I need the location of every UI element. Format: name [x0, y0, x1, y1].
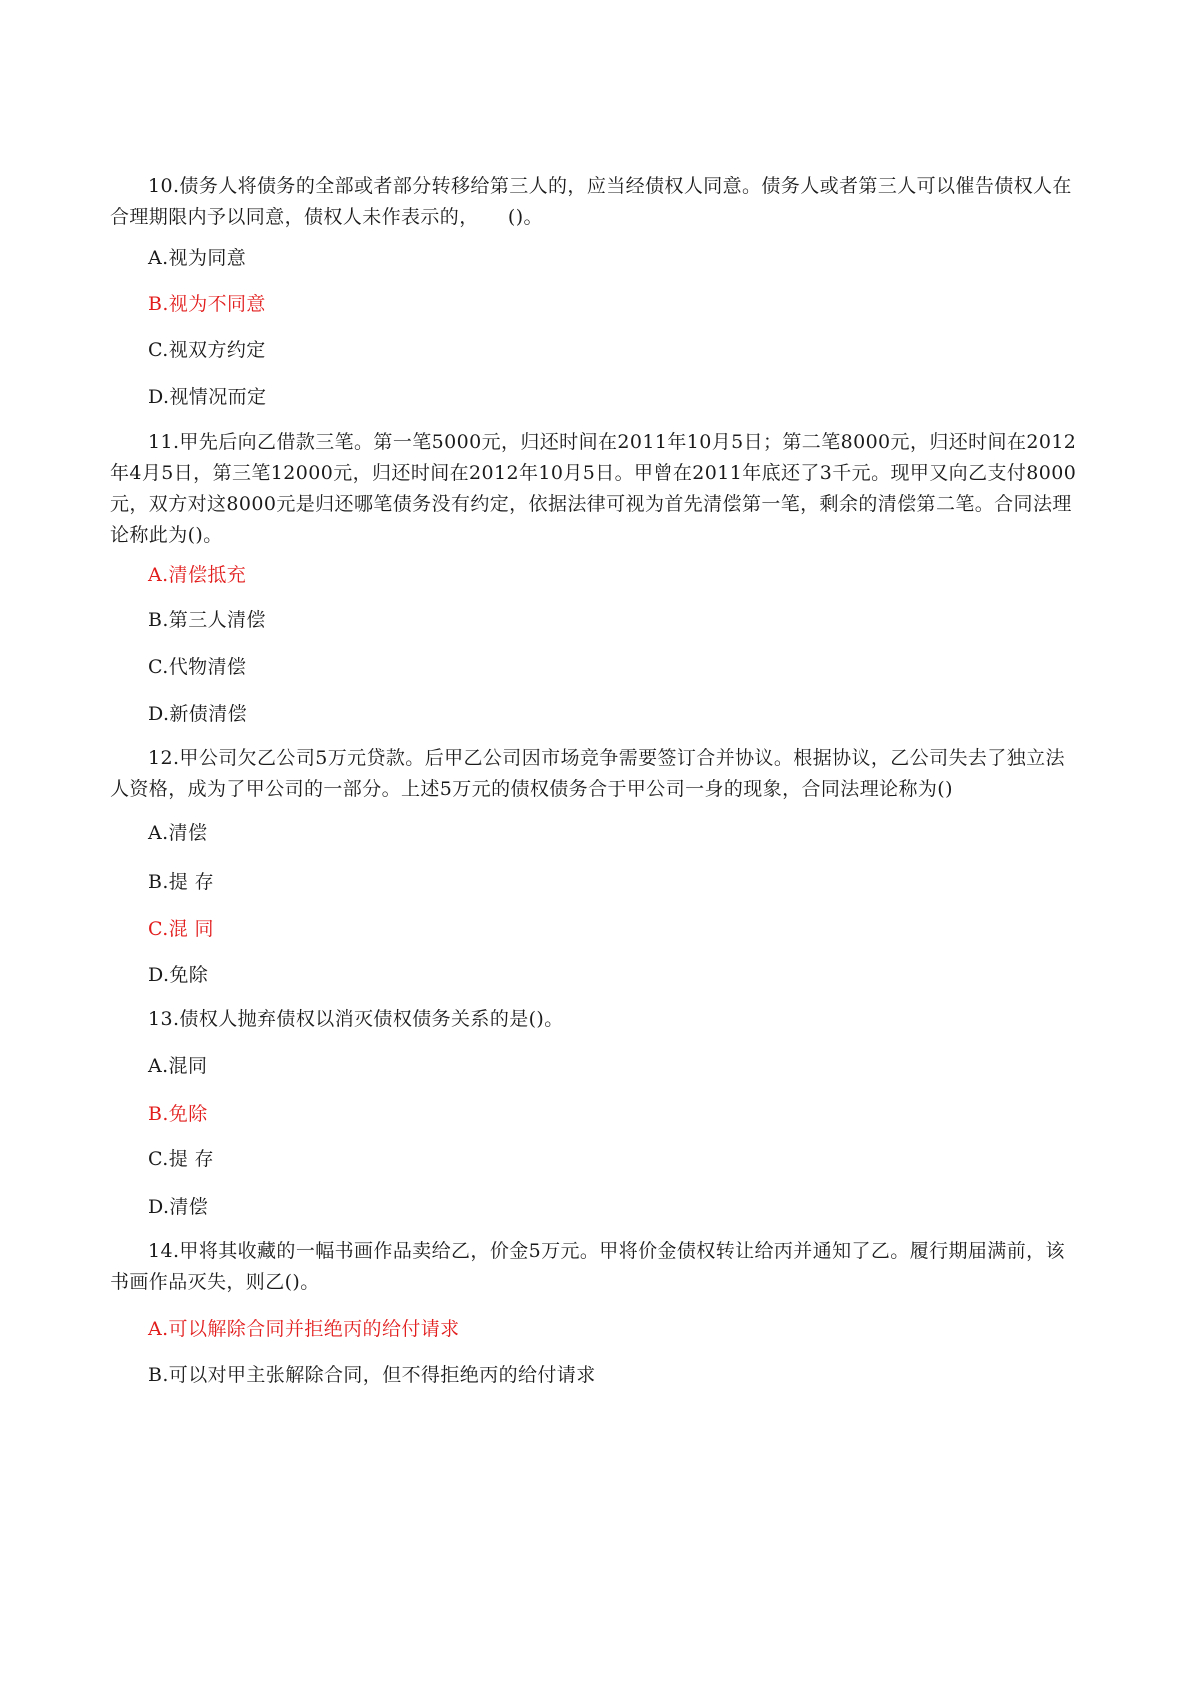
- question-14-stem: 14.甲将其收藏的一幅书画作品卖给乙，价金5万元。甲将价金债权转让给丙并通知了乙。履行期届满前，该书画作品灭失，则乙()。: [110, 1240, 1065, 1293]
- question-11-option-d: D.新债清偿: [148, 703, 247, 725]
- question-12-option-a: A.清偿: [148, 822, 208, 844]
- question-10-option-c: C.视双方约定: [148, 339, 266, 361]
- question-13-stem: 13.债权人抛弃债权以消灭债权债务关系的是()。: [148, 1008, 564, 1030]
- question-10-option-d: D.视情况而定: [148, 386, 267, 408]
- question-12-option-b: B.提 存: [148, 871, 215, 893]
- question-12-option-d: D.免除: [148, 964, 209, 986]
- question-12-option-c-answer: C.混 同: [148, 918, 214, 940]
- question-12-stem: 12.甲公司欠乙公司5万元贷款。后甲乙公司因市场竞争需要签订合并协议。根据协议，乙公司失去了独立法人资格，成为了甲公司的一部分。上述5万元的债权债务合于甲公司一身的现象，合同法理论称为(): [110, 747, 1065, 800]
- question-10-stem: 10.债务人将债务的全部或者部分转移给第三人的，应当经债权人同意。债务人或者第三人可以催告债权人在合理期限内予以同意，债权人未作表示的， ()。: [110, 175, 1072, 228]
- question-10-option-b-answer: B.视为不同意: [148, 293, 266, 315]
- question-11-option-c: C.代物清偿: [148, 656, 247, 678]
- question-10-option-a: A.视为同意: [148, 247, 247, 269]
- question-13-option-a: A.混同: [148, 1055, 208, 1077]
- question-11-option-b: B.第三人清偿: [148, 609, 266, 631]
- question-13-option-c: C.提 存: [148, 1148, 214, 1170]
- question-11-stem: 11.甲先后向乙借款三笔。第一笔5000元，归还时间在2011年10月5日；第二笔8000元，归还时间在2012年4月5日，第三笔12000元，归还时间在2012年10月5日。甲曾在2011年底还了3千元。现甲又向乙支付8000元，双方对这8000元是归还哪笔债务没有约定，依据法律可视为首先清偿第一笔，剩余的清偿第二笔。合同法理论称此为()。: [110, 431, 1077, 546]
- question-14-option-a-answer: A.可以解除合同并拒绝丙的给付请求: [148, 1318, 460, 1340]
- question-11-option-a-answer: A.清偿抵充: [148, 564, 247, 586]
- question-14-option-b: B.可以对甲主张解除合同，但不得拒绝丙的给付请求: [148, 1364, 596, 1386]
- question-13-option-d: D.清偿: [148, 1196, 209, 1218]
- question-13-option-b-answer: B.免除: [148, 1103, 208, 1125]
